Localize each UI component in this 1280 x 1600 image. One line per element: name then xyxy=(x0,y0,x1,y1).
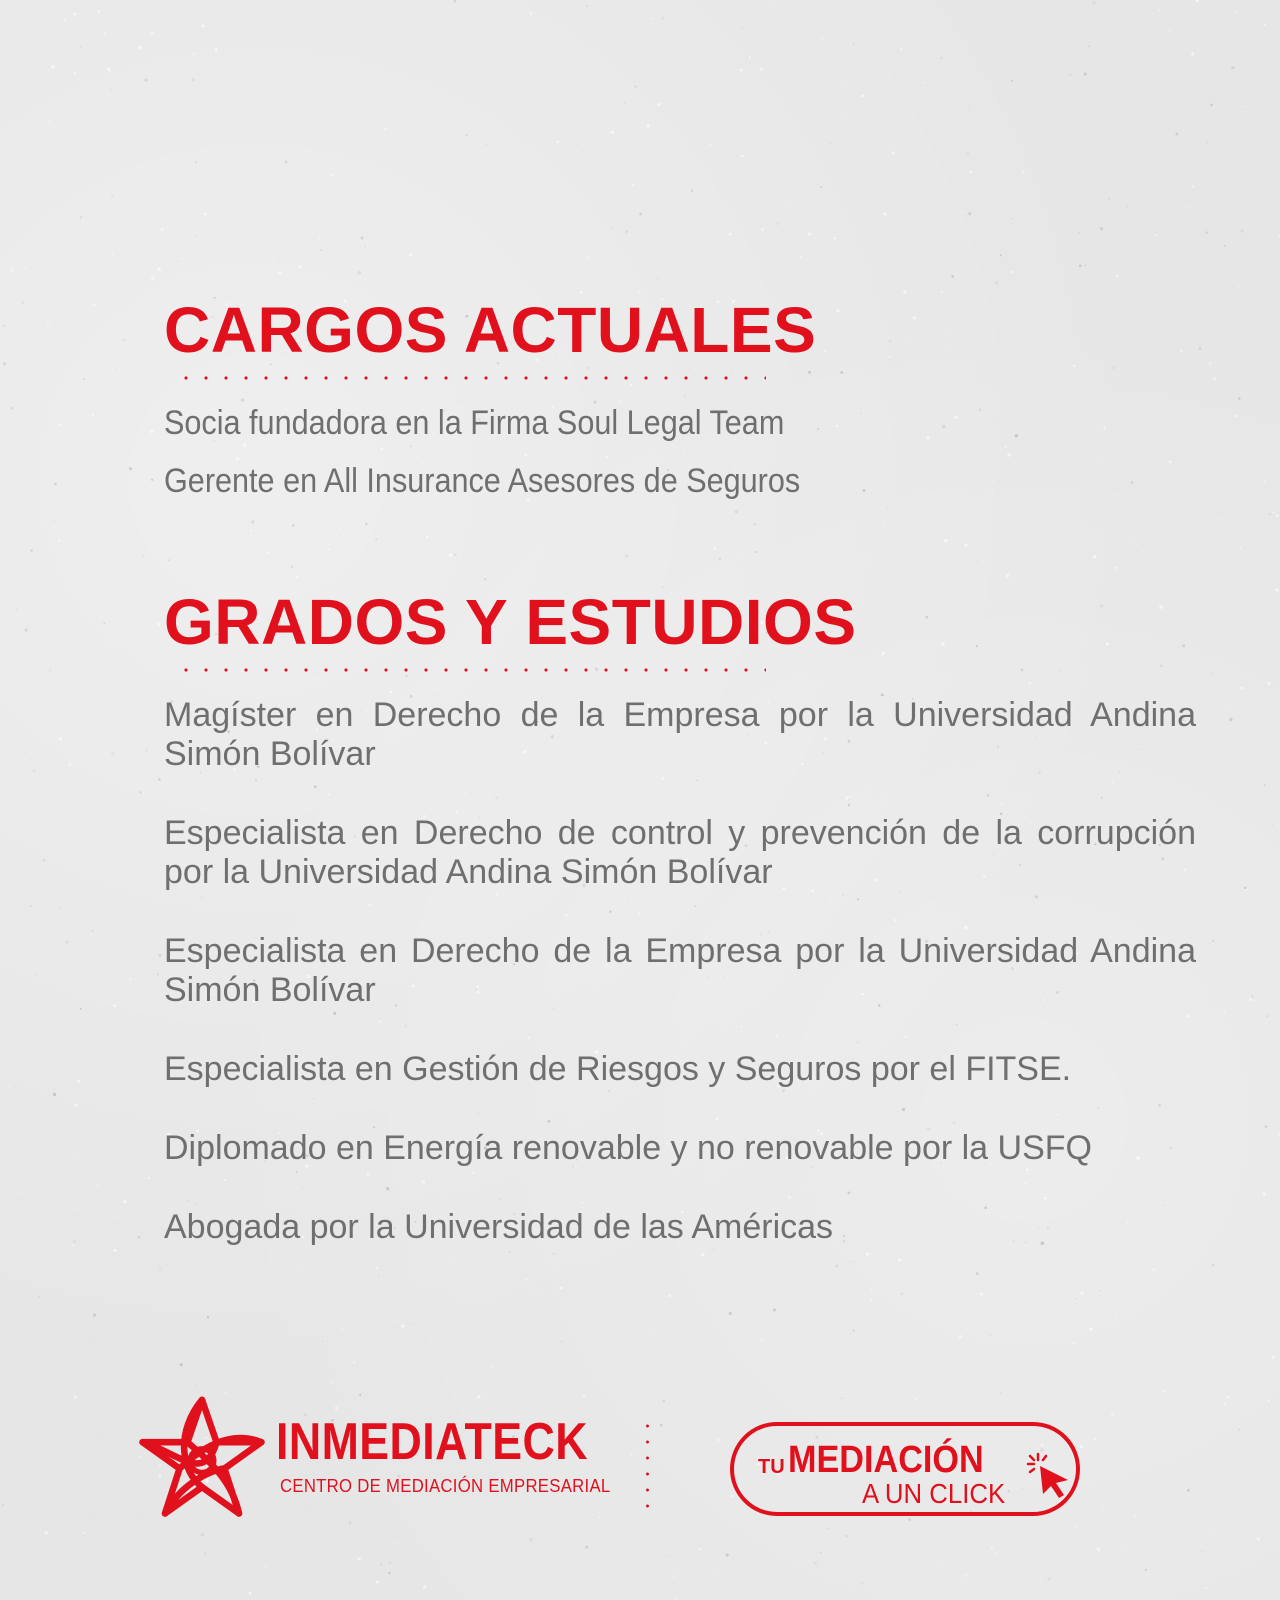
cursor-click-icon xyxy=(1024,1450,1076,1502)
mediacion-click-badge xyxy=(730,1422,1080,1516)
grados-list xyxy=(164,696,1196,1247)
grado-item: Especialista en Derecho de control y prevención de la corrupción por la Universidad Andina Simón Bolívar xyxy=(164,814,1196,891)
badge-main-text: MEDIACIÓN xyxy=(788,1439,984,1481)
dotted-divider xyxy=(176,668,766,672)
cargo-item: Socia fundadora en la Firma Soul Legal Team xyxy=(164,404,785,442)
profile-content xyxy=(164,290,1196,1287)
grado-item: Magíster en Derecho de la Empresa por la Universidad Andina Simón Bolívar xyxy=(164,696,1196,773)
cargos-section xyxy=(164,290,1196,510)
grado-item: Diplomado en Energía renovable y no renovable por la USFQ xyxy=(164,1129,1092,1167)
footer xyxy=(136,1392,1136,1532)
grados-section xyxy=(164,582,1196,1247)
brand-tagline: CENTRO DE MEDIACIÓN EMPRESARIAL xyxy=(280,1476,611,1496)
cargos-list xyxy=(164,394,1196,510)
badge-prefix: TU xyxy=(758,1456,785,1478)
grado-item: Abogada por la Universidad de las Américas xyxy=(164,1208,834,1246)
grado-item: Especialista en Gestión de Riesgos y Seguros por el FITSE. xyxy=(164,1050,1072,1088)
badge-sub-text: A UN CLICK xyxy=(862,1478,1006,1509)
brand-name: INMEDIATECK xyxy=(276,1413,588,1471)
star-logo-icon xyxy=(136,1392,268,1524)
grados-title: GRADOS Y ESTUDIOS xyxy=(164,586,857,658)
cargo-item: Gerente en All Insurance Asesores de Seguros xyxy=(164,462,801,500)
cargos-title: CARGOS ACTUALES xyxy=(164,294,817,366)
grado-item: Especialista en Derecho de la Empresa por la Universidad Andina Simón Bolívar xyxy=(164,932,1196,1009)
dotted-divider xyxy=(176,376,766,380)
footer-divider xyxy=(646,1418,649,1518)
